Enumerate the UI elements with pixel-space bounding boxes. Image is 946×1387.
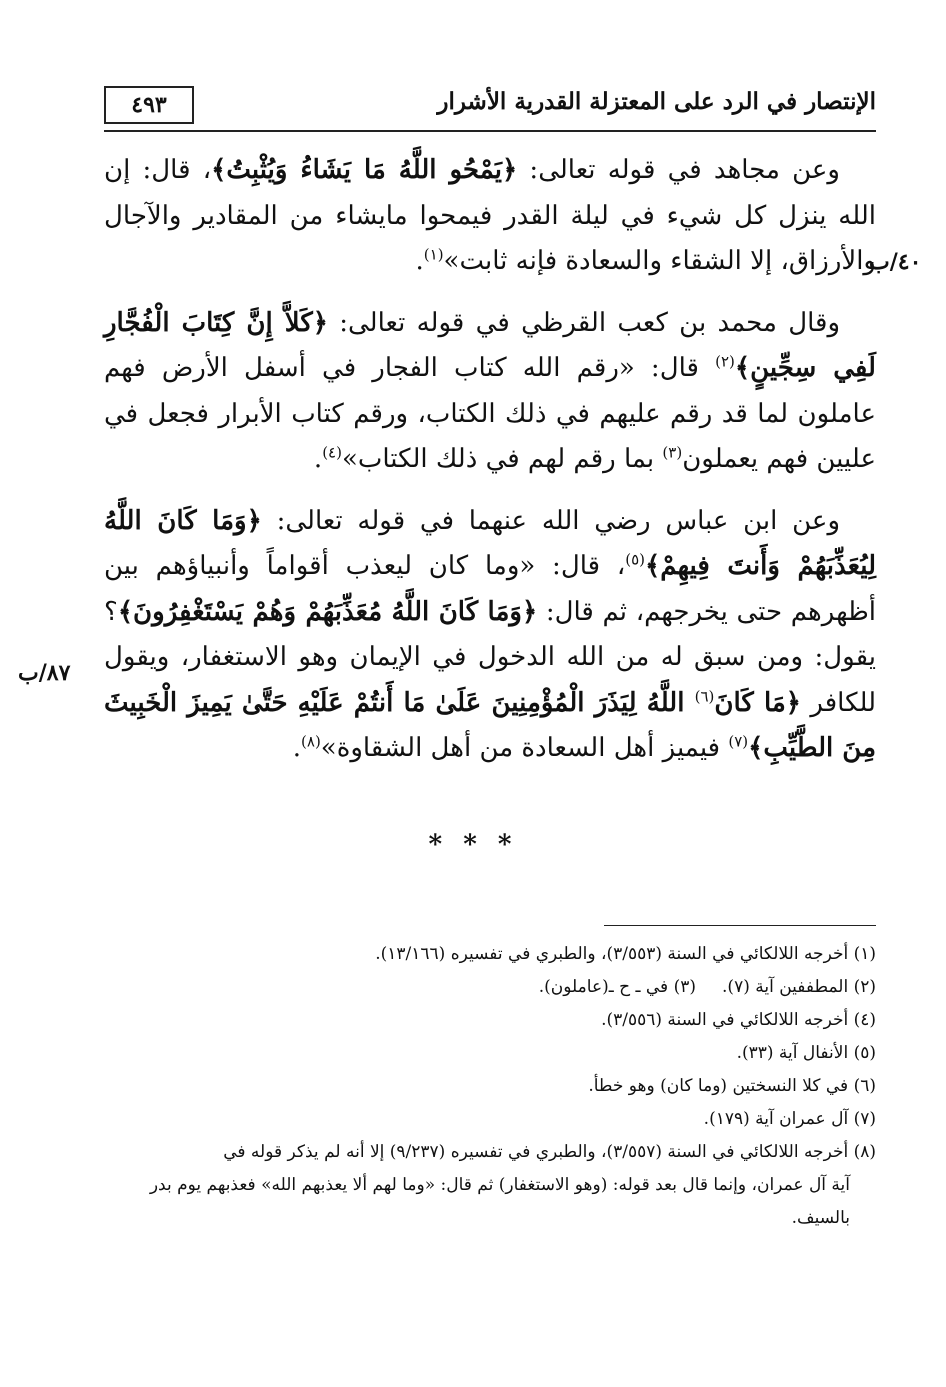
paragraph-ibn-abbas <box>104 499 876 772</box>
text: ، قال: إن الله ينزل كل شيء في ليلة القدر فيمحوا مايشاء من المقادير والآجال والأرزاق، إلا الشقاء والسعادة فإنه ثابت» <box>104 155 876 276</box>
footnote-row-2-3 <box>104 971 876 1004</box>
text: فيميز أهل السعادة من أهل الشقاوة» <box>320 733 729 763</box>
main-text <box>104 148 876 788</box>
paragraph-qurazi <box>104 301 876 483</box>
page-number: ٤٩٣ <box>104 86 194 124</box>
quran-quote: اللَّهُ لِيَذَرَ الْمُؤْمِنِينَ عَلَىٰ مَا أَنتُمْ عَلَيْهِ حَتَّىٰ يَمِيزَ الْخَبِيثَ مِنَ الطَّيِّبِ﴾ <box>104 687 876 763</box>
quran-quote: ﴿وَمَا كَانَ اللَّهُ مُعَذِّبَهُمْ وَهُمْ يَسْتَغْفِرُونَ﴾ <box>117 596 538 627</box>
footnote-ref: (٨) <box>301 732 321 751</box>
footnote-3: (٣) في ـ ح ـ(عاملون). <box>538 977 696 997</box>
footnote-1: (١) أخرجه اللالكائي في السنة (٣/٥٥٣)، والطبري في تفسيره (١٣/١٦٦). <box>375 944 876 964</box>
footnote-ref: (١) <box>423 245 444 264</box>
footnote-6: (٦) في كلا النسختين (وما كان) وهو خطأ. <box>588 1076 876 1096</box>
footnote-ref: (٥) <box>625 550 646 569</box>
footnotes <box>104 938 876 1235</box>
quran-quote: ﴿كَلاَّ إِنَّ كِتَابَ الْفُجَّارِ لَفِي سِجِّينٍ﴾ <box>104 307 876 383</box>
text: بما رقم لهم في ذلك الكتاب» <box>341 444 663 474</box>
footnote-rule <box>604 925 876 926</box>
paragraph-mujahid <box>104 148 876 285</box>
footnote-8: (٨) أخرجه اللالكائي في السنة (٣/٥٥٧)، والطبري في تفسيره (٩/٢٣٧) إلا أنه لم يذكر قوله في <box>223 1142 876 1162</box>
text: وعن مجاهد في قوله تعالى: <box>517 155 840 185</box>
text: وقال محمد بن كعب القرظي في قوله تعالى: <box>327 307 841 338</box>
margin-note-folio-40b: ٤٠/ب <box>869 249 922 275</box>
footnote-ref: (٤) <box>322 443 342 462</box>
footnote-5: (٥) الأنفال آية (٣٣). <box>736 1043 876 1063</box>
quran-quote: ﴿وَمَا كَانَ اللَّهُ لِيُعَذِّبَهُمْ وَأَنتَ فِيهِمْ﴾ <box>104 505 876 581</box>
section-separator: * * * <box>428 830 518 860</box>
text: ؟ يقول: ومن سبق له من الله الدخول في الإيمان وهو الاستغفار، ويقول للكافر <box>104 596 876 718</box>
footnote-2: (٢) المطففين آية (٧). <box>722 977 876 997</box>
footnote-4: (٤) أخرجه اللالكائي في السنة (٣/٥٥٦). <box>601 1010 876 1030</box>
footnote-ref: (٧) <box>728 732 749 751</box>
text: وعن ابن عباس رضي الله عنهما في قوله تعالى: <box>261 505 840 536</box>
text: . <box>415 246 424 276</box>
quran-quote: ﴿يَمْحُو اللَّهُ مَا يَشَاءُ وَيُثْبِتُ﴾ <box>211 155 518 185</box>
text: . <box>313 444 323 474</box>
footnote-ref: (٢) <box>715 352 735 371</box>
footnote-8-continued: آية آل عمران، وإنما قال بعد قوله: (وهو الاستغفار) ثم قال: «وما لهم ألا يعذبهم الله» فعذبهم يوم بدر بالسيف. <box>149 1175 850 1228</box>
footnote-ref: (٦) <box>694 686 715 705</box>
page-header <box>104 82 876 132</box>
footnote-ref: (٣) <box>662 443 683 462</box>
margin-note-folio-87b: ٨٧/ب <box>18 660 71 686</box>
text: . <box>292 733 302 763</box>
text: ، قال: «وما كان ليعذب أقواماً وأنبياؤهم بين أظهرهم حتى يخرجهم، ثم قال: <box>104 551 876 627</box>
footnote-7: (٧) آل عمران آية (١٧٩). <box>703 1109 876 1129</box>
text: قال: «رقم الله كتاب الفجار في أسفل الأرض فهم عاملون لما قد رقم عليهم في ذلك الكتاب، ورقم كتاب الأبرار فجعل في عليين فهم يعملون <box>104 353 876 474</box>
running-title: الإنتصار في الرد على المعتزلة القدرية الأشرار <box>437 88 876 115</box>
quran-quote: ﴿مَا كَانَ <box>714 687 802 718</box>
